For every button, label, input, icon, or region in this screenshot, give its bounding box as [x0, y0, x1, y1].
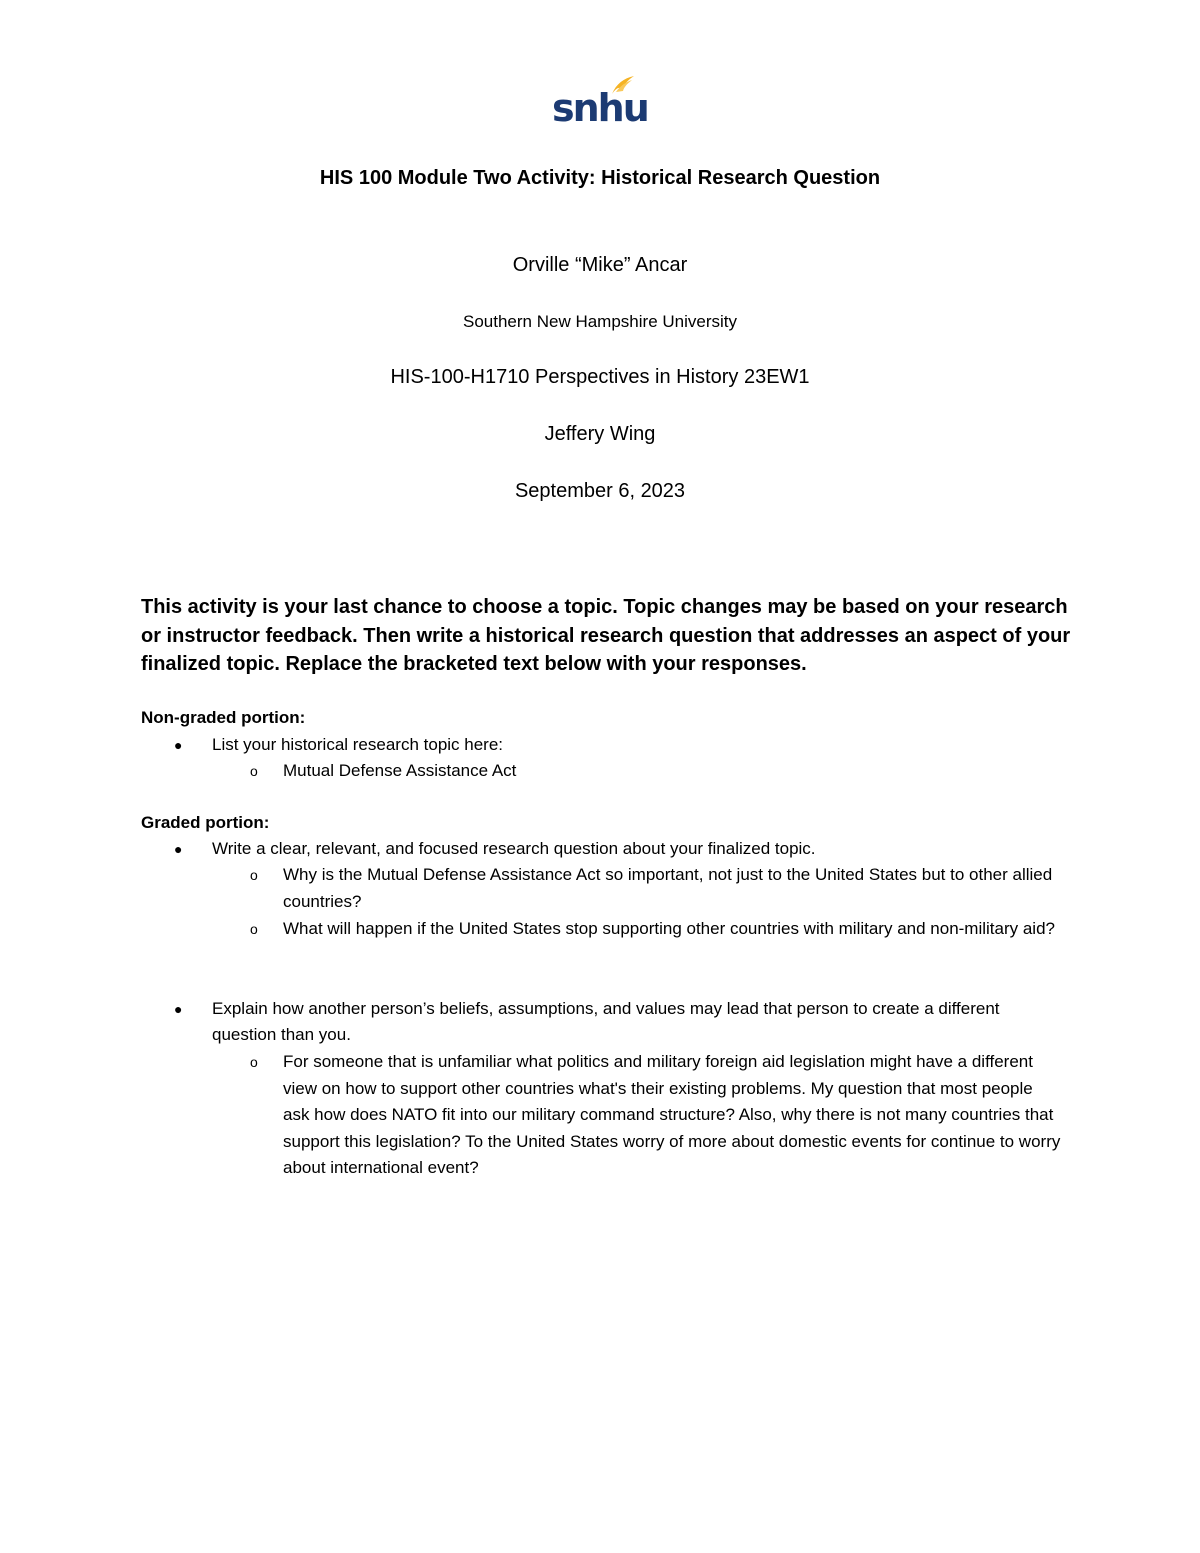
bullet-marker: ● — [174, 737, 183, 753]
non-graded-heading: Non-graded portion: — [141, 708, 306, 727]
bullet-marker: ● — [174, 841, 183, 857]
graded-prompt-1: Write a clear, relevant, and focused research question about your finalized topic. — [212, 839, 816, 858]
research-question-answer-b: What will happen if the United States stop supporting other countries with military and non-military aid? — [283, 919, 1055, 938]
sub-bullet-marker: o — [250, 763, 258, 779]
research-question-answer-a: Why is the Mutual Defense Assistance Act so important, not just to the United States but to other allied countries? — [283, 865, 1053, 911]
sub-bullet-marker: o — [250, 1054, 258, 1070]
document-date: September 6, 2023 — [514, 480, 686, 502]
snhu-logo — [552, 72, 648, 136]
school-name: Southern New Hampshire University — [463, 312, 737, 331]
perspective-answer: For someone that is unfamiliar what politics and military foreign aid legislation might have a different view on how to support other countries what's their existing problems. My question that most people ask how does NATO fit into our military command structure? Also, why there is not many countries that support this legislation? To the United States worry of more about domestic events for continue to worry about international event? — [283, 1052, 1061, 1177]
author-name: Orville “Mike” Ancar — [512, 254, 688, 276]
intro-paragraph: This activity is your last chance to choose a topic. Topic changes may be based on your research or instructor feedback. Then write a historical research question that addresses an aspect of your finalized topic. Replace the bracketed text below with your responses. — [141, 596, 1071, 675]
logo-wordmark: snhu — [552, 86, 648, 130]
bullet-marker: ● — [174, 1001, 183, 1017]
graded-prompt-2: Explain how another person’s beliefs, assumptions, and values may lead that person to create a different question than you. — [212, 999, 1000, 1044]
document-title: HIS 100 Module Two Activity: Historical Research Question — [319, 167, 881, 189]
research-topic-answer: Mutual Defense Assistance Act — [283, 761, 517, 780]
graded-heading: Graded portion: — [141, 813, 270, 832]
course-name: HIS-100-H1710 Perspectives in History 23EW1 — [390, 366, 810, 388]
non-graded-prompt: List your historical research topic here: — [212, 735, 504, 754]
instructor-name: Jeffery Wing — [544, 423, 656, 445]
sub-bullet-marker: o — [250, 921, 258, 937]
sub-bullet-marker: o — [250, 867, 258, 883]
